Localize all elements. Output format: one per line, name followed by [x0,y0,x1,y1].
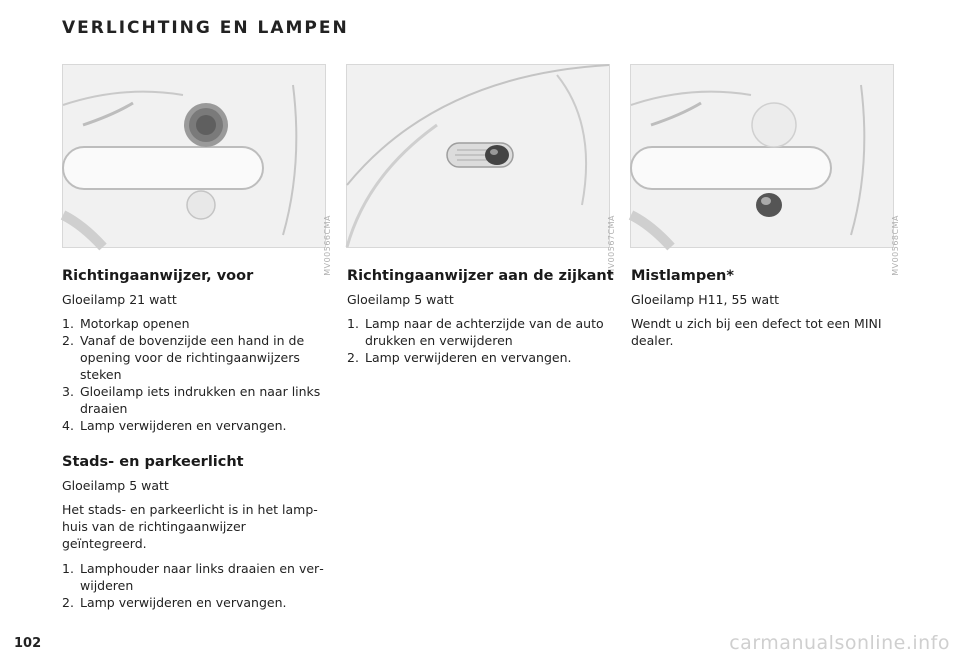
step-text: Lamp verwijderen en vervangen. [365,350,572,365]
section-subtitle: Gloeilamp H11, 55 watt [631,292,780,307]
list-item [62,594,330,611]
step-text: Lamp verwijderen en vervangen. [80,595,287,610]
step-number: 1. [62,316,74,331]
section-subtitle: Gloeilamp 5 watt [347,292,454,307]
list-item [62,383,330,417]
side-turn-signal-image [347,65,609,247]
step-list [62,560,330,611]
watermark-text: carmanualsonline.info [729,632,950,654]
step-number: 4. [62,418,74,433]
list-item [62,332,330,383]
fog-lamp-image [631,65,893,247]
list-item [62,417,330,434]
figure-code: MV00568CMA [891,215,900,276]
step-text: Lamphouder naar links draaien en verwijderen [80,561,324,593]
figure-code: MV00567CMA [607,215,616,276]
column-side-turn-signal [347,268,615,366]
step-text: Lamp verwijderen en vervangen. [80,418,287,433]
front-turn-signal-image [63,65,325,247]
step-number: 2. [347,350,359,365]
step-list [62,315,330,434]
page-title: VERLICHTING EN LAMPEN [62,18,349,38]
step-number: 1. [62,561,74,576]
step-text: Vanaf de bovenzijde een hand in de opening voor de richtingaanwijzers steken [80,333,305,382]
step-text: Lamp naar de achterzijde van de auto drukken en verwijderen [365,316,604,348]
step-text: Gloeilamp iets indrukken en naar links draaien [80,384,321,416]
step-number: 2. [62,333,74,348]
list-item [347,315,615,349]
section-title: Stads- en parkeerlicht [62,454,244,470]
step-number: 2. [62,595,74,610]
list-item [347,349,615,366]
section-title: Richtingaanwijzer aan de zijkant [347,268,614,284]
step-list [347,315,615,366]
section-subtitle: Gloeilamp 5 watt [62,478,169,493]
page-number: 102 [14,636,42,651]
column-front-turn-signal [62,268,330,611]
list-item [62,560,330,594]
section-title: Richtingaanwijzer, voor [62,268,254,284]
step-text: Motorkap openen [80,316,190,331]
section-parking-light [62,454,330,611]
step-number: 1. [347,316,359,331]
section-paragraph: Het stads- en parkeerlicht is in het lamphuis van de richtingaanwijzer geïntegreerd. [62,502,318,551]
list-item [62,315,330,332]
section-title: Mistlampen* [631,268,734,284]
section-subtitle: Gloeilamp 21 watt [62,292,177,307]
figure-code: MV00566CMA [323,215,332,276]
section-paragraph: Wendt u zich bij een defect tot een MINI dealer. [631,316,882,348]
step-number: 3. [62,384,74,399]
column-fog-lamps [631,268,893,357]
